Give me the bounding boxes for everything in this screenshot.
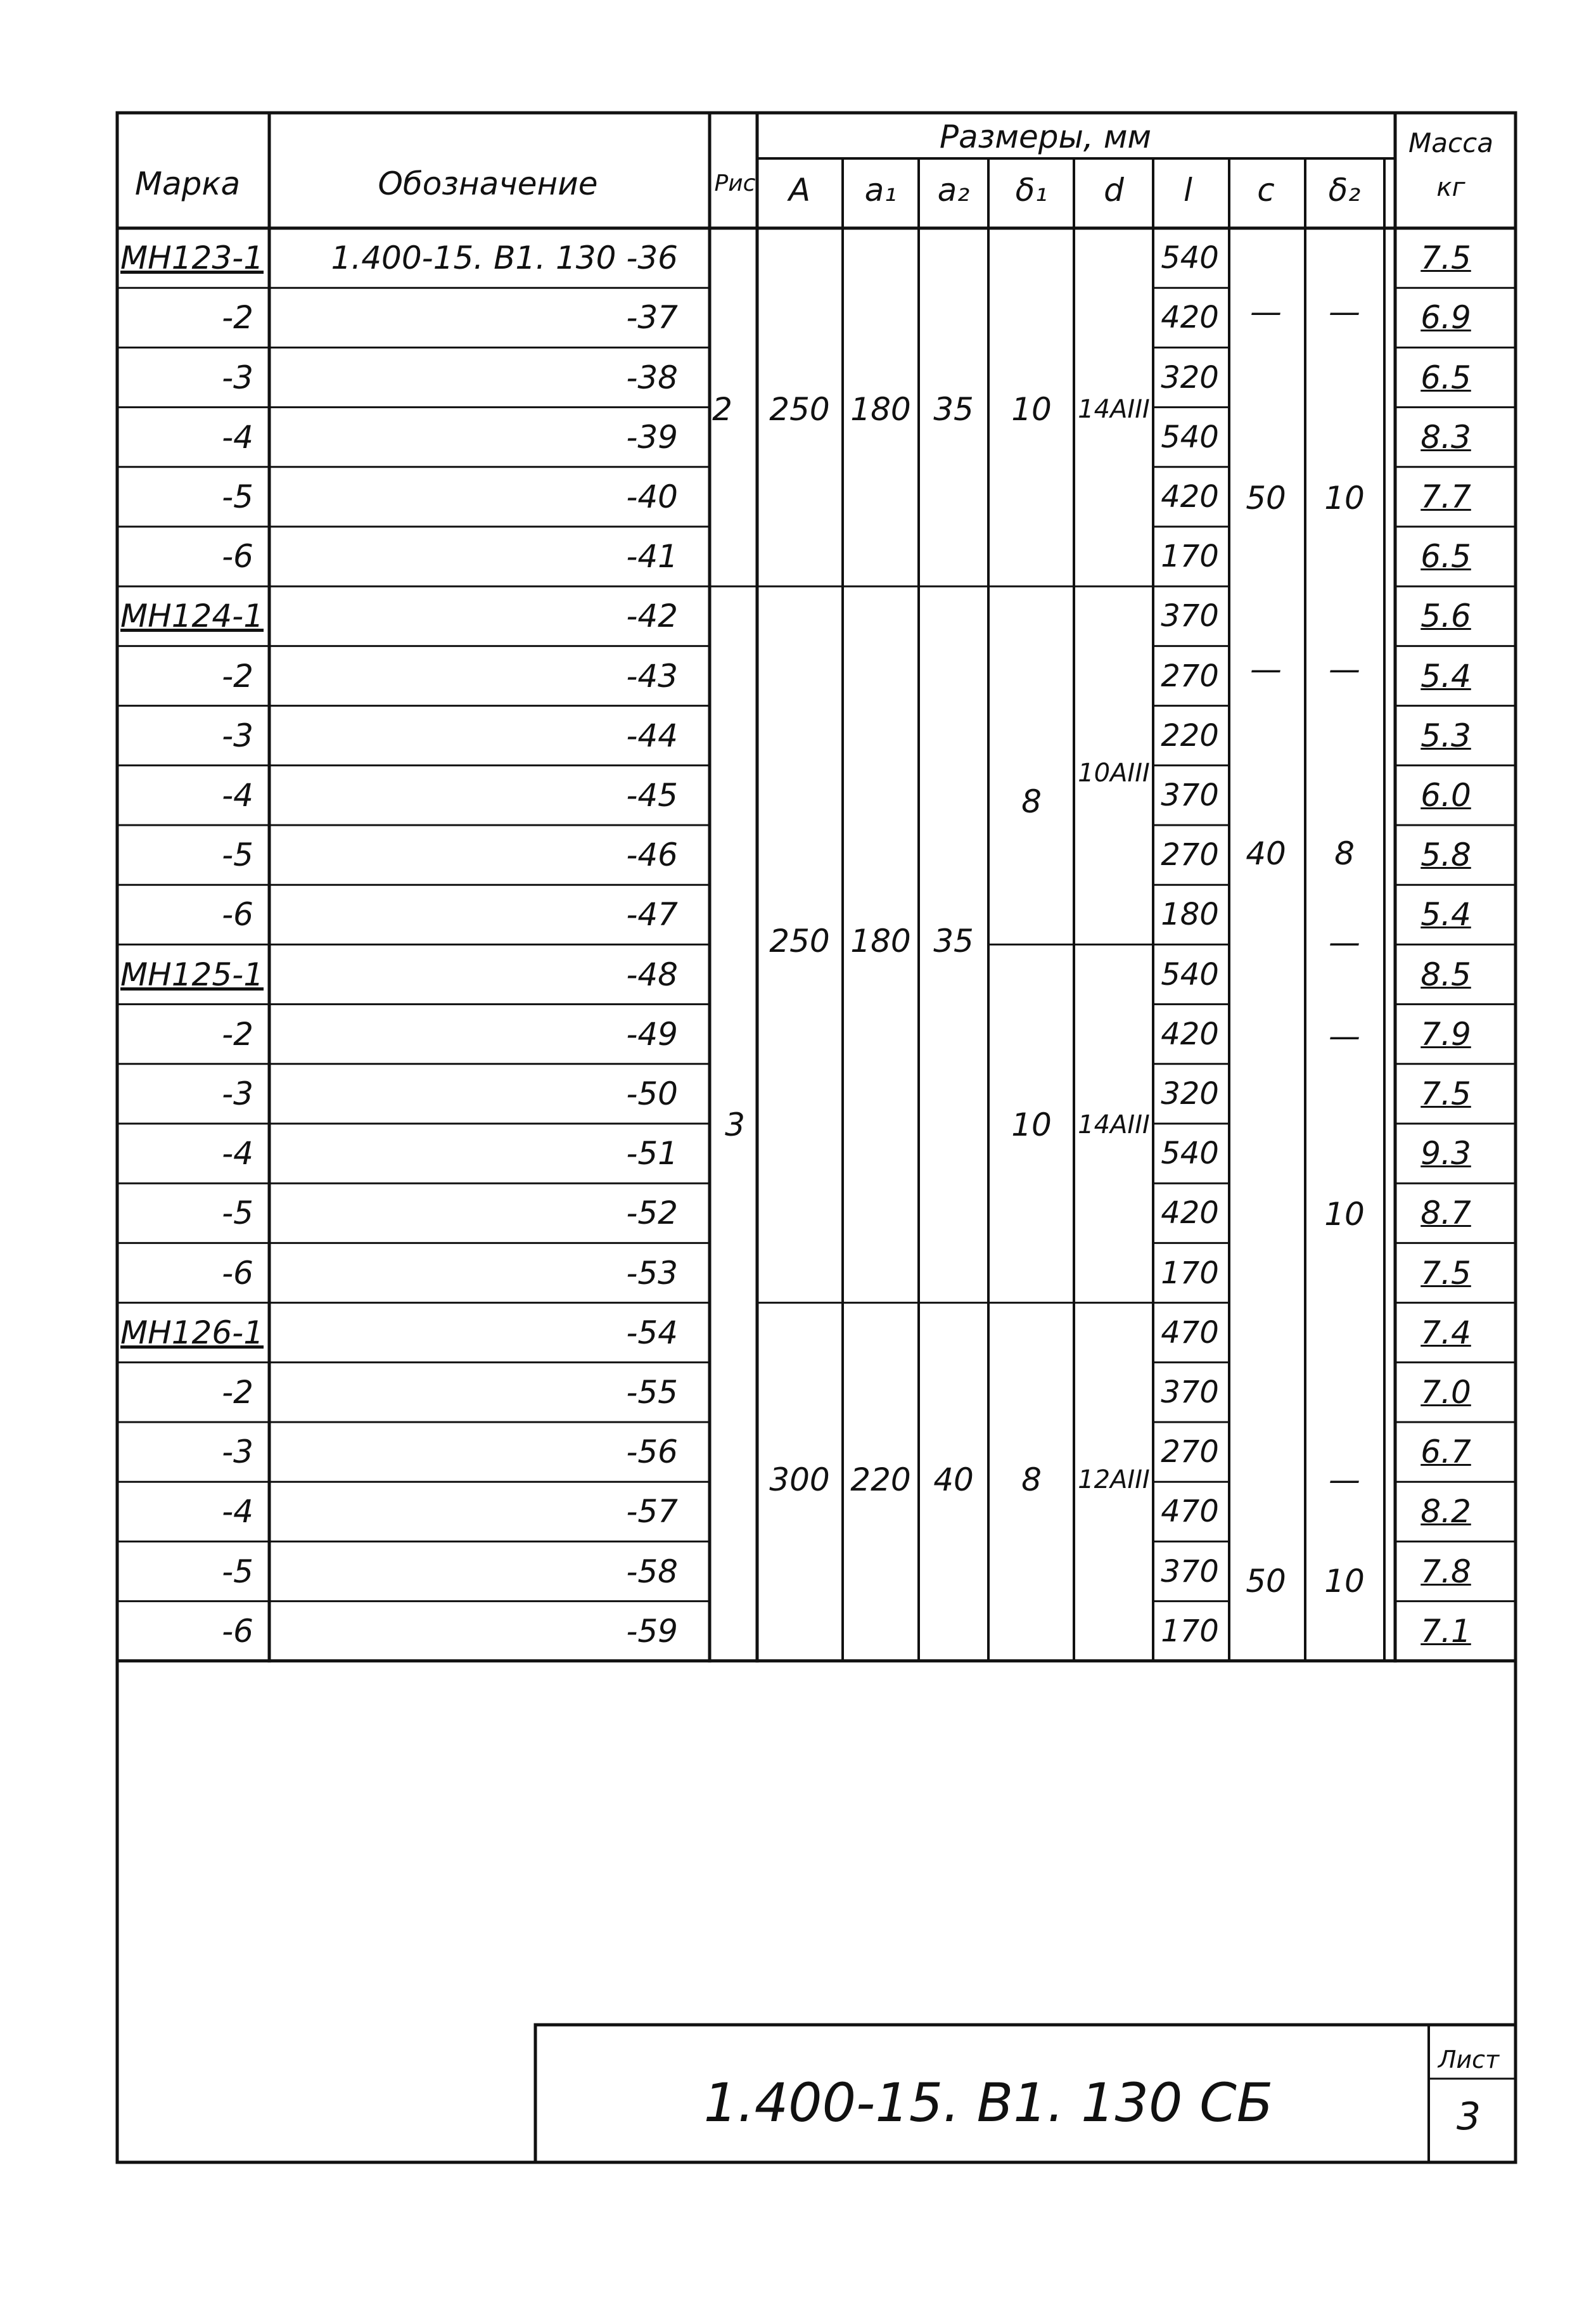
header-dim-c: c bbox=[1257, 172, 1275, 208]
b2-value-5: — bbox=[1329, 924, 1360, 961]
header-dim-l: l bbox=[1184, 172, 1192, 208]
g2-d-bottom: 14AIII bbox=[1078, 1110, 1150, 1139]
row-oboznachenie: -48 bbox=[626, 956, 678, 993]
ris-value-2: 2 bbox=[712, 391, 732, 428]
row-length: 370 bbox=[1161, 598, 1219, 634]
row-mass: 7.8 bbox=[1420, 1553, 1471, 1590]
row-mass: 5.3 bbox=[1420, 717, 1471, 754]
row-marka: -4 bbox=[222, 776, 253, 814]
row-mass: 6.0 bbox=[1420, 776, 1471, 814]
row-oboznachenie: -45 bbox=[626, 776, 678, 814]
row-oboznachenie: -49 bbox=[626, 1015, 678, 1053]
row-length: 540 bbox=[1161, 419, 1219, 455]
row-length: 320 bbox=[1161, 359, 1219, 395]
row-marka: -4 bbox=[222, 418, 253, 456]
row-oboznachenie: -39 bbox=[626, 418, 678, 456]
g3-d: 12AIII bbox=[1078, 1465, 1150, 1494]
g1-a2: 35 bbox=[933, 391, 974, 428]
row-length: 420 bbox=[1161, 300, 1219, 336]
c-value-5: 50 bbox=[1246, 1563, 1286, 1600]
row-marka: -2 bbox=[222, 1373, 253, 1411]
row-oboznachenie: -42 bbox=[626, 598, 678, 635]
header-dim-d: d bbox=[1104, 172, 1124, 208]
row-mass: 7.1 bbox=[1420, 1612, 1471, 1650]
g1-a1: 180 bbox=[850, 391, 911, 428]
row-marka: -3 bbox=[222, 1075, 253, 1112]
row-marka: -2 bbox=[222, 1015, 253, 1053]
row-marka: -3 bbox=[222, 717, 253, 754]
ris-value-3: 3 bbox=[725, 1107, 745, 1143]
row-oboznachenie: -40 bbox=[626, 478, 678, 515]
row-marka: МН124-1 bbox=[120, 598, 264, 635]
row-length: 170 bbox=[1161, 539, 1219, 575]
g1-d: 14AIII bbox=[1078, 395, 1150, 424]
g2-A: 250 bbox=[769, 923, 830, 959]
g2-a2: 35 bbox=[933, 923, 974, 959]
row-oboznachenie: -59 bbox=[626, 1612, 678, 1650]
row-mass: 7.5 bbox=[1420, 1075, 1471, 1112]
row-oboznachenie: -50 bbox=[626, 1075, 678, 1112]
row-mass: 8.5 bbox=[1420, 956, 1471, 993]
row-oboznachenie: -54 bbox=[626, 1314, 678, 1351]
row-marka: -6 bbox=[222, 1254, 253, 1292]
row-oboznachenie: -51 bbox=[626, 1135, 678, 1172]
row-marka: -5 bbox=[222, 1195, 253, 1232]
row-mass: 9.3 bbox=[1420, 1135, 1471, 1172]
row-mass: 7.7 bbox=[1420, 478, 1471, 515]
b2-value-8: — bbox=[1329, 1461, 1360, 1498]
row-marka: -6 bbox=[222, 896, 253, 933]
row-marka: -6 bbox=[222, 538, 253, 575]
row-mass: 5.4 bbox=[1420, 657, 1471, 695]
c-value-2: 50 bbox=[1246, 480, 1286, 516]
row-mass: 6.9 bbox=[1420, 299, 1471, 337]
stamp-code: 1.400-15. В1. 130 СБ bbox=[703, 2072, 1274, 2134]
g3-b1: 8 bbox=[1021, 1461, 1042, 1498]
b2-value-7: 10 bbox=[1324, 1196, 1365, 1233]
row-oboznachenie: 1.400-15. В1. 130 -36 bbox=[331, 240, 678, 277]
header-dim-b1: δ₁ bbox=[1015, 172, 1048, 208]
row-oboznachenie: -37 bbox=[626, 299, 678, 337]
row-length: 320 bbox=[1161, 1075, 1219, 1112]
g3-A: 300 bbox=[769, 1461, 830, 1498]
row-oboznachenie: -43 bbox=[626, 657, 678, 695]
row-oboznachenie: -53 bbox=[626, 1254, 678, 1292]
b2-value-6: — bbox=[1329, 1018, 1360, 1055]
row-length: 540 bbox=[1161, 1136, 1219, 1172]
row-mass: 7.9 bbox=[1420, 1015, 1471, 1053]
g1-A: 250 bbox=[769, 391, 830, 428]
row-length: 170 bbox=[1161, 1255, 1219, 1291]
row-mass: 5.4 bbox=[1420, 896, 1471, 933]
header-oboznachenie: Обозначение bbox=[378, 165, 598, 202]
row-marka: МН126-1 bbox=[120, 1314, 264, 1351]
row-length: 270 bbox=[1161, 1434, 1219, 1470]
row-length: 170 bbox=[1161, 1613, 1219, 1649]
row-oboznachenie: -56 bbox=[626, 1434, 678, 1471]
row-marka: -2 bbox=[222, 657, 253, 695]
row-length: 470 bbox=[1161, 1314, 1219, 1350]
header-marka: Марка bbox=[134, 165, 241, 202]
header-massa-unit: кг bbox=[1436, 173, 1465, 202]
row-oboznachenie: -52 bbox=[626, 1195, 678, 1232]
row-length: 420 bbox=[1161, 478, 1219, 515]
header-dim-b2: δ₂ bbox=[1328, 172, 1361, 208]
row-marka: -6 bbox=[222, 1612, 253, 1650]
b2-value-9: 10 bbox=[1324, 1563, 1365, 1600]
row-marka: -5 bbox=[222, 478, 253, 515]
g2-d-top: 10AIII bbox=[1078, 759, 1150, 788]
row-mass: 6.5 bbox=[1420, 538, 1471, 575]
g2-b1-bottom: 10 bbox=[1011, 1107, 1052, 1143]
row-marka: -2 bbox=[222, 299, 253, 337]
b2-value-1: — bbox=[1329, 293, 1360, 330]
row-oboznachenie: -58 bbox=[626, 1553, 678, 1590]
row-length: 180 bbox=[1161, 897, 1219, 933]
g1-b1: 10 bbox=[1011, 391, 1052, 428]
row-oboznachenie: -44 bbox=[626, 717, 678, 754]
sheet-number: 3 bbox=[1456, 2095, 1481, 2139]
b2-value-3: — bbox=[1329, 651, 1360, 688]
g3-a1: 220 bbox=[850, 1461, 911, 1498]
row-length: 270 bbox=[1161, 837, 1219, 873]
row-length: 370 bbox=[1161, 1553, 1219, 1589]
row-oboznachenie: -57 bbox=[626, 1493, 678, 1530]
row-mass: 6.7 bbox=[1420, 1434, 1471, 1471]
row-marka: -5 bbox=[222, 837, 253, 874]
row-mass: 8.7 bbox=[1420, 1195, 1471, 1232]
row-oboznachenie: -55 bbox=[626, 1373, 678, 1411]
row-length: 370 bbox=[1161, 777, 1219, 813]
row-oboznachenie: -38 bbox=[626, 359, 678, 396]
header-dim-a1: a₁ bbox=[864, 172, 897, 208]
row-length: 370 bbox=[1161, 1374, 1219, 1410]
b2-value-2: 10 bbox=[1324, 480, 1365, 516]
row-length: 540 bbox=[1161, 956, 1219, 992]
header-razmery: Размеры, мм bbox=[939, 119, 1152, 155]
row-length: 470 bbox=[1161, 1494, 1219, 1530]
row-oboznachenie: -41 bbox=[626, 538, 678, 575]
row-length: 540 bbox=[1161, 240, 1219, 276]
header-ris: Рис bbox=[714, 170, 756, 196]
row-marka: МН125-1 bbox=[120, 956, 264, 993]
row-mass: 5.6 bbox=[1420, 598, 1471, 635]
row-marka: -3 bbox=[222, 1434, 253, 1471]
row-mass: 5.8 bbox=[1420, 837, 1471, 874]
row-length: 270 bbox=[1161, 658, 1219, 694]
header-dim-A: A bbox=[788, 172, 811, 208]
row-length: 220 bbox=[1161, 717, 1219, 754]
c-value-1: — bbox=[1250, 293, 1282, 330]
row-mass: 8.3 bbox=[1420, 418, 1471, 456]
row-marka: -5 bbox=[222, 1553, 253, 1590]
row-marka: -3 bbox=[222, 359, 253, 396]
b2-value-4: 8 bbox=[1334, 835, 1355, 872]
c-value-4: 40 bbox=[1246, 835, 1286, 872]
g2-a1: 180 bbox=[850, 923, 911, 959]
row-mass: 7.5 bbox=[1420, 1254, 1471, 1292]
row-mass: 7.4 bbox=[1420, 1314, 1471, 1351]
g2-b1-top: 8 bbox=[1021, 783, 1042, 820]
row-mass: 6.5 bbox=[1420, 359, 1471, 396]
row-mass: 8.2 bbox=[1420, 1493, 1471, 1530]
row-oboznachenie: -46 bbox=[626, 837, 678, 874]
row-oboznachenie: -47 bbox=[626, 896, 678, 933]
row-mass: 7.0 bbox=[1420, 1373, 1471, 1411]
row-length: 420 bbox=[1161, 1016, 1219, 1052]
g3-a2: 40 bbox=[933, 1461, 974, 1498]
c-value-3: — bbox=[1250, 651, 1282, 688]
row-mass: 7.5 bbox=[1420, 240, 1471, 277]
header-massa: Масса bbox=[1408, 127, 1493, 158]
row-marka: -4 bbox=[222, 1135, 253, 1172]
row-marka: -4 bbox=[222, 1493, 253, 1530]
row-length: 420 bbox=[1161, 1195, 1219, 1231]
sheet-label: Лист bbox=[1438, 2046, 1500, 2074]
row-marka: МН123-1 bbox=[120, 240, 264, 277]
header-dim-a2: a₂ bbox=[937, 172, 970, 208]
